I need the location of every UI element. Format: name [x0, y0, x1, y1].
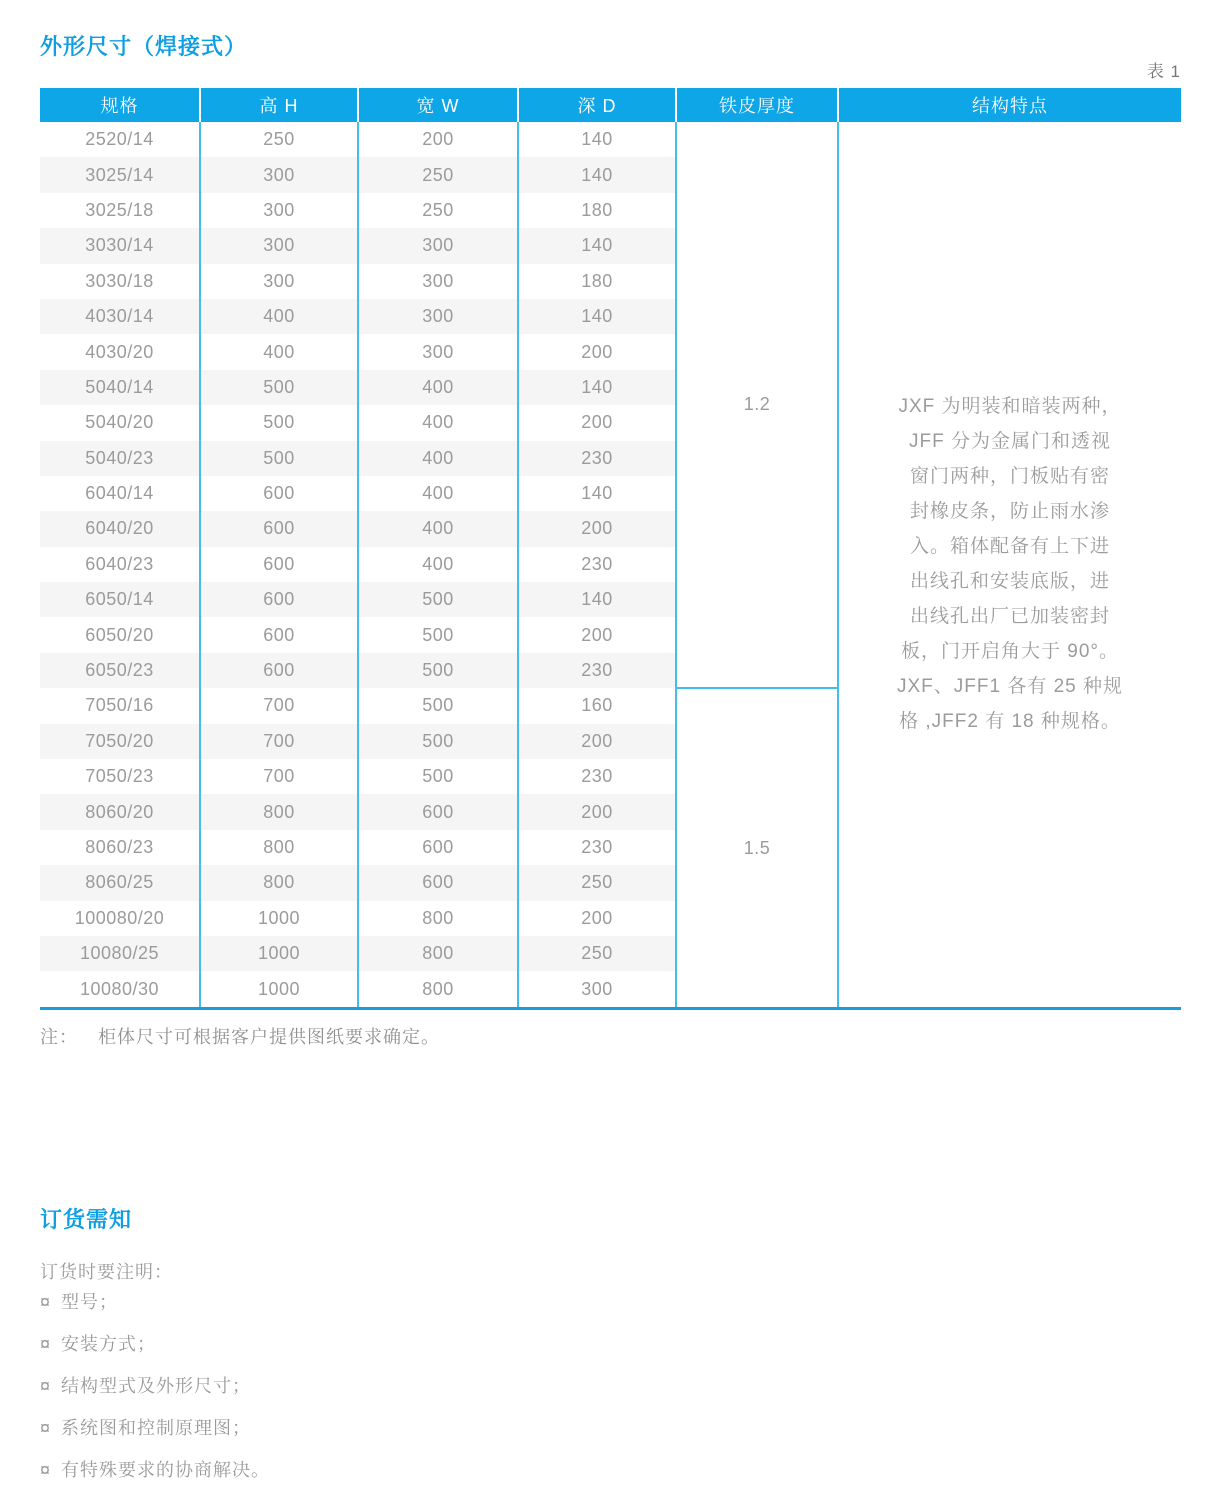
- table-cell: 500: [358, 653, 518, 688]
- table-cell: 200: [518, 405, 676, 440]
- table-cell: 300: [200, 193, 358, 228]
- ordering-item: [40, 1461, 270, 1480]
- table-cell: 230: [518, 441, 676, 476]
- table-cell: 6050/20: [40, 617, 200, 652]
- table-cell: 3025/14: [40, 157, 200, 192]
- table-cell: 600: [358, 794, 518, 829]
- table-cell: 200: [518, 511, 676, 546]
- table-cell: 4030/14: [40, 299, 200, 334]
- thickness-cell: 1.5: [676, 688, 838, 1008]
- table-cell: 200: [518, 901, 676, 936]
- ordering-list: [40, 1293, 270, 1503]
- features-line: 出线孔出厂已加装密封: [909, 606, 1110, 628]
- table-cell: 100080/20: [40, 901, 200, 936]
- features-line: 窗门两种，门板贴有密: [909, 466, 1110, 488]
- features-line: 出线孔和安装底版，进: [909, 571, 1110, 593]
- table-cell: 3025/18: [40, 193, 200, 228]
- table-cell: 250: [358, 193, 518, 228]
- ordering-intro: 订货时要注明：: [40, 1262, 173, 1282]
- ordering-item-label: 结构型式及外形尺寸；: [61, 1376, 252, 1396]
- table-cell: 230: [518, 653, 676, 688]
- features-line: 封橡皮条，防止雨水渗: [909, 501, 1110, 523]
- features-line: 入。箱体配备有上下进: [909, 536, 1110, 558]
- table-cell: 250: [518, 865, 676, 900]
- table-cell: 3030/18: [40, 264, 200, 299]
- table-cell: 500: [200, 405, 358, 440]
- table-cell: 6040/14: [40, 476, 200, 511]
- table-cell: 600: [358, 865, 518, 900]
- table-cell: 600: [358, 830, 518, 865]
- features-line: JFF 分为金属门和透视: [909, 431, 1111, 453]
- thickness-cell: 1.2: [676, 122, 838, 688]
- table-cell: 800: [200, 830, 358, 865]
- ordering-item: [40, 1293, 270, 1312]
- table-cell: 3030/14: [40, 228, 200, 263]
- table-cell: 230: [518, 830, 676, 865]
- table-cell: 400: [358, 441, 518, 476]
- table-cell: 500: [358, 759, 518, 794]
- table-cell: 800: [358, 936, 518, 971]
- table-cell: 500: [200, 441, 358, 476]
- col-header-spec: 规格: [40, 88, 200, 122]
- ordering-item-label: 安装方式；: [61, 1334, 157, 1354]
- ordering-item-label: 系统图和控制原理图；: [61, 1418, 252, 1438]
- table-cell: 230: [518, 759, 676, 794]
- table-cell: 6050/23: [40, 653, 200, 688]
- table-cell: 140: [518, 370, 676, 405]
- table-cell: 10080/30: [40, 971, 200, 1008]
- table-cell: 5040/20: [40, 405, 200, 440]
- table-cell: 800: [358, 901, 518, 936]
- table-cell: 200: [518, 794, 676, 829]
- col-header-thickness: 铁皮厚度: [676, 88, 838, 122]
- table-body: [40, 122, 1181, 1008]
- table-cell: 400: [358, 547, 518, 582]
- table-cell: 140: [518, 582, 676, 617]
- table-cell: 400: [358, 405, 518, 440]
- features-line: 板，门开启角大于 90°。: [900, 641, 1119, 663]
- col-header-width: 宽 W: [358, 88, 518, 122]
- table-cell: 400: [200, 299, 358, 334]
- table-cell: 250: [200, 122, 358, 157]
- table-cell: 300: [200, 228, 358, 263]
- table-cell: 5040/23: [40, 441, 200, 476]
- table-cell: 800: [200, 794, 358, 829]
- ordering-item: [40, 1419, 270, 1438]
- table-cell: 140: [518, 157, 676, 192]
- table-note: [40, 1023, 440, 1049]
- features-line: 格 ,JFF2 有 18 种规格。: [899, 711, 1121, 733]
- table-cell: 6040/20: [40, 511, 200, 546]
- table-cell: 400: [358, 511, 518, 546]
- table-cell: 500: [358, 617, 518, 652]
- table-cell: 300: [358, 228, 518, 263]
- table-cell: 700: [200, 688, 358, 723]
- table-cell: 8060/25: [40, 865, 200, 900]
- table-cell: 600: [200, 547, 358, 582]
- table-cell: 400: [358, 370, 518, 405]
- table-cell: 140: [518, 299, 676, 334]
- table-cell: 180: [518, 264, 676, 299]
- bullet-icon: ¤: [40, 1460, 52, 1480]
- table-cell: 5040/14: [40, 370, 200, 405]
- section-title-ordering: 订货需知: [40, 1207, 133, 1232]
- ordering-item: [40, 1377, 270, 1396]
- table-cell: 1000: [200, 936, 358, 971]
- table-cell: 200: [518, 724, 676, 759]
- features-cell: [838, 122, 1181, 1008]
- table-cell: 1000: [200, 901, 358, 936]
- table-cell: 7050/16: [40, 688, 200, 723]
- bullet-icon: ¤: [40, 1334, 52, 1354]
- ordering-item-label: 型号；: [61, 1292, 119, 1312]
- ordering-item: [40, 1335, 270, 1354]
- table-cell: 800: [200, 865, 358, 900]
- table-cell: 140: [518, 476, 676, 511]
- table-cell: 500: [358, 688, 518, 723]
- table-cell: 500: [200, 370, 358, 405]
- table-cell: 600: [200, 511, 358, 546]
- bullet-icon: ¤: [40, 1418, 52, 1438]
- table-cell: 8060/23: [40, 830, 200, 865]
- bullet-icon: ¤: [40, 1376, 52, 1396]
- dimensions-table: [40, 88, 1181, 1010]
- table-cell: 7050/20: [40, 724, 200, 759]
- table-cell: 1000: [200, 971, 358, 1008]
- features-line: JXF、JFF1 各有 25 种规: [896, 676, 1124, 698]
- table-header-row: [40, 88, 1181, 122]
- section-title-dimensions: 外形尺寸（焊接式）: [40, 34, 248, 59]
- table-cell: 400: [358, 476, 518, 511]
- table-cell: 600: [200, 582, 358, 617]
- bullet-icon: ¤: [40, 1292, 52, 1312]
- table-cell: 7050/23: [40, 759, 200, 794]
- table-cell: 600: [200, 653, 358, 688]
- note-label: 注：: [40, 1027, 78, 1047]
- table-cell: 500: [358, 724, 518, 759]
- col-header-features: 结构特点: [838, 88, 1181, 122]
- table-cell: 140: [518, 122, 676, 157]
- col-header-depth: 深 D: [518, 88, 676, 122]
- table-cell: 250: [358, 157, 518, 192]
- table-cell: 700: [200, 724, 358, 759]
- table-cell: 600: [200, 476, 358, 511]
- table-cell: 180: [518, 193, 676, 228]
- table-cell: 300: [200, 264, 358, 299]
- table-cell: 300: [358, 334, 518, 369]
- table-cell: 6050/14: [40, 582, 200, 617]
- table-cell: 300: [518, 971, 676, 1008]
- table-cell: 800: [358, 971, 518, 1008]
- table-row: [40, 122, 1181, 157]
- table-cell: 160: [518, 688, 676, 723]
- table-cell: 300: [358, 299, 518, 334]
- table-cell: 400: [200, 334, 358, 369]
- table-cell: 4030/20: [40, 334, 200, 369]
- table-cell: 200: [518, 617, 676, 652]
- table-cell: 10080/25: [40, 936, 200, 971]
- ordering-item-label: 有特殊要求的协商解决。: [61, 1460, 271, 1480]
- table-cell: 8060/20: [40, 794, 200, 829]
- note-text: 柜体尺寸可根据客户提供图纸要求确定。: [98, 1027, 441, 1047]
- table-cell: 200: [518, 334, 676, 369]
- table-cell: 6040/23: [40, 547, 200, 582]
- features-line: JXF 为明装和暗装两种，: [898, 396, 1122, 418]
- table-cell: 250: [518, 936, 676, 971]
- table-cell: 140: [518, 228, 676, 263]
- table-cell: 300: [358, 264, 518, 299]
- table-cell: 600: [200, 617, 358, 652]
- table-cell: 700: [200, 759, 358, 794]
- table-cell: 2520/14: [40, 122, 200, 157]
- table-cell: 300: [200, 157, 358, 192]
- table-caption: 表 1: [1146, 62, 1181, 81]
- col-header-height: 高 H: [200, 88, 358, 122]
- table-cell: 500: [358, 582, 518, 617]
- table-cell: 200: [358, 122, 518, 157]
- table-cell: 230: [518, 547, 676, 582]
